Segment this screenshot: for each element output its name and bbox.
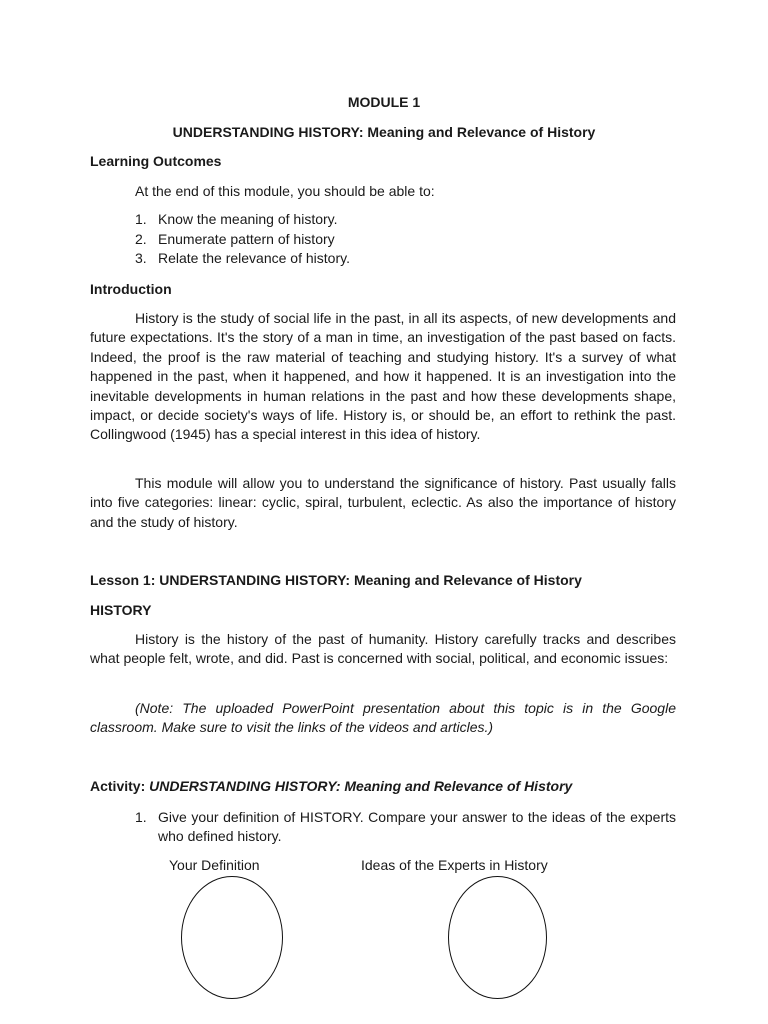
lesson-note: (Note: The uploaded PowerPoint presentation about this topic is in the Google classroom. Make sure to visit the links of the videos and articles.): [90, 700, 676, 736]
activity-item-text: Give your definition of HISTORY. Compare your answer to the ideas of the experts who defined history.: [158, 809, 676, 844]
learning-outcomes-intro: At the end of this module, you should be able to:: [135, 183, 435, 199]
lesson-heading: Lesson 1: UNDERSTANDING HISTORY: Meaning and Relevance of History: [90, 572, 582, 588]
lesson-paragraph: History is the history of the past of humanity. History carefully tracks and describes what people felt, wrote, and did. Past is concerned with social, political, and economic issues:: [90, 631, 676, 667]
your-definition-oval: [181, 876, 283, 999]
activity-heading: [90, 778, 572, 794]
learning-outcomes-heading: Learning Outcomes: [90, 153, 222, 169]
list-item-number: 3.: [135, 250, 147, 266]
module-title: MODULE 1: [347, 94, 421, 110]
introduction-heading: Introduction: [90, 281, 172, 297]
experts-ideas-oval: [448, 876, 547, 999]
list-item-text: Enumerate pattern of history: [158, 230, 335, 247]
activity-title: UNDERSTANDING HISTORY: Meaning and Relevance of History: [149, 778, 573, 794]
activity-label: Activity:: [90, 778, 146, 794]
module-subtitle: UNDERSTANDING HISTORY: Meaning and Relevance of History: [172, 124, 596, 140]
list-item-number: 1.: [135, 211, 147, 227]
list-item: [135, 230, 350, 250]
list-item-text: Know the meaning of history.: [158, 211, 338, 227]
activity-item: [135, 808, 676, 846]
introduction-paragraph-2: This module will allow you to understand the significance of history. Past usually falls into five categories: linear: cyclic, spiral, turbulent, eclectic. As also the importance of history and the study of history.: [90, 475, 676, 530]
activity-item-number: 1.: [135, 809, 147, 825]
list-item: [135, 210, 350, 230]
experts-ideas-caption: Ideas of the Experts in History: [361, 857, 548, 873]
your-definition-caption: Your Definition: [169, 857, 260, 873]
list-item-text: Relate the relevance of history.: [158, 250, 350, 266]
list-item: [135, 249, 350, 269]
learning-outcomes-list: [135, 210, 350, 269]
list-item-number: 2.: [135, 230, 147, 247]
introduction-paragraph-1: History is the study of social life in the past, in all its aspects, of new developments and future expectations. It's the story of a man in time, an investigation of the past based on facts. Indeed, the proof is the raw material of teaching and studying history. It's a survey of what happened in the past, when it happened, and how it happened. It is an investigation into the inevitable developments in human relations in the past and how these developments shape, impact, or decide society's ways of life. History is, or should be, an effort to rethink the past. Collingwood (1945) has a special interest in this idea of history.: [90, 310, 676, 443]
lesson-subheading: HISTORY: [90, 602, 152, 618]
